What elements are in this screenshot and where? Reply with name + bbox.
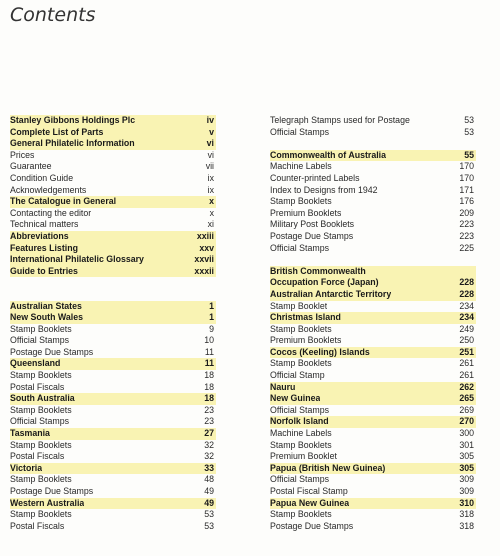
- toc-entry-stamp-booklets[interactable]: [10, 474, 216, 486]
- toc-heading-western-australia[interactable]: [10, 498, 216, 510]
- toc-heading-cocos-keeling-islands[interactable]: [270, 347, 476, 359]
- toc-left-column: [10, 115, 216, 532]
- toc-entry-label: Premium Booklets: [270, 207, 342, 218]
- toc-heading-british-commonwealth[interactable]: [270, 266, 476, 278]
- toc-entry-counter-printed-labels[interactable]: [270, 173, 476, 185]
- toc-page-number: 249: [459, 323, 474, 334]
- toc-page-number: 251: [459, 346, 474, 357]
- toc-entry-official-stamps[interactable]: [270, 243, 476, 255]
- toc-entry-label: Stamp Booklets: [270, 509, 332, 520]
- toc-entry-label: Official Stamps: [270, 126, 329, 137]
- toc-heading-victoria[interactable]: [10, 463, 216, 475]
- toc-page-number: 10: [204, 335, 214, 346]
- toc-page-number: 234: [459, 312, 474, 323]
- toc-entry-label: British Commonwealth: [270, 265, 366, 276]
- toc-entry-postage-due-stamps[interactable]: [10, 347, 216, 359]
- toc-page-number: 170: [459, 172, 474, 183]
- toc-entry-label: Stamp Booklets: [10, 323, 72, 334]
- toc-entry-label: General Philatelic Information: [10, 138, 135, 149]
- toc-heading-norfolk-island[interactable]: [270, 416, 476, 428]
- toc-heading-the-catalogue-in-general[interactable]: [10, 196, 216, 208]
- toc-entry-label: Machine Labels: [270, 161, 332, 172]
- toc-page-number: 228: [459, 288, 474, 299]
- toc-entry-label: Papua New Guinea: [270, 497, 350, 508]
- toc-heading-features-listing[interactable]: [10, 243, 216, 255]
- toc-page-number: 1: [209, 312, 214, 323]
- toc-page-number: 309: [459, 474, 474, 485]
- toc-page-number: 261: [459, 370, 474, 381]
- toc-entry-label: Postal Fiscals: [10, 520, 65, 531]
- toc-entry-label: Stamp Booklets: [10, 404, 72, 415]
- toc-entry-label: Stamp Booklets: [270, 196, 332, 207]
- toc-entry-label: New Guinea: [270, 393, 321, 404]
- toc-entry-premium-booklet[interactable]: [270, 451, 476, 463]
- toc-heading-papua-new-guinea[interactable]: [270, 498, 476, 510]
- toc-entry-label: Official Stamps: [270, 474, 329, 485]
- toc-page-number: 310: [459, 497, 474, 508]
- toc-page-number: 32: [204, 451, 214, 462]
- toc-heading-commonwealth-of-australia[interactable]: [270, 150, 476, 162]
- toc-entry-label: Victoria: [10, 462, 43, 473]
- toc-entry-label: Technical matters: [10, 219, 79, 230]
- toc-heading-stanley-gibbons-holdings-plc[interactable]: [10, 115, 216, 127]
- toc-page-number: 53: [464, 126, 474, 137]
- toc-page-number: xxv: [199, 242, 214, 253]
- toc-entry-label: Postage Due Stamps: [270, 520, 354, 531]
- toc-entry-stamp-booklets[interactable]: [270, 440, 476, 452]
- toc-page-number: 176: [459, 196, 474, 207]
- toc-entry-label: Contacting the editor: [10, 207, 92, 218]
- toc-entry-label: Prices: [10, 149, 35, 160]
- toc-entry-label: Postage Due Stamps: [10, 346, 94, 357]
- toc-entry-label: Australian Antarctic Territory: [270, 288, 392, 299]
- toc-page-number: 265: [459, 393, 474, 404]
- toc-entry-label: Military Post Booklets: [270, 219, 355, 230]
- toc-entry-label: Official Stamps: [270, 404, 329, 415]
- toc-entry-machine-labels[interactable]: [270, 161, 476, 173]
- toc-entry-official-stamps[interactable]: [270, 474, 476, 486]
- toc-entry-label: Postal Fiscals: [10, 381, 65, 392]
- toc-entry-label: Features Listing: [10, 242, 78, 253]
- toc-entry-label: Australian States: [10, 300, 82, 311]
- toc-entry-label: Stamp Booklets: [10, 370, 72, 381]
- toc-entry-stamp-booklet[interactable]: [270, 301, 476, 313]
- toc-entry-label: Postage Due Stamps: [270, 230, 354, 241]
- toc-page-number: 55: [464, 149, 474, 160]
- toc-right-column: [270, 115, 476, 532]
- toc-entry-label: Condition Guide: [10, 172, 74, 183]
- toc-entry-postal-fiscal-stamp[interactable]: [270, 486, 476, 498]
- page-title: Contents: [10, 4, 96, 26]
- toc-heading-australian-antarctic-territory[interactable]: [270, 289, 476, 301]
- toc-entry-postage-due-stamps[interactable]: [270, 521, 476, 533]
- toc-page-number: vii: [205, 161, 214, 172]
- toc-entry-label: Machine Labels: [270, 428, 332, 439]
- toc-page-number: 309: [459, 486, 474, 496]
- toc-page-number: xxvii: [194, 254, 214, 265]
- toc-heading-new-guinea[interactable]: [270, 393, 476, 405]
- toc-entry-contacting-the-editor[interactable]: [10, 208, 216, 220]
- toc-page-number: 33: [204, 462, 214, 473]
- toc-page-number: 1: [209, 300, 214, 311]
- toc-entry-label: Abbreviations: [10, 230, 69, 241]
- toc-entry-military-post-booklets[interactable]: [270, 219, 476, 231]
- toc-entry-premium-booklets[interactable]: [270, 208, 476, 220]
- toc-spacer: [270, 254, 476, 266]
- toc-entry-telegraph-stamps-used-for-postage[interactable]: [270, 115, 476, 127]
- toc-entry-official-stamps[interactable]: [10, 335, 216, 347]
- toc-heading-new-south-wales[interactable]: [10, 312, 216, 324]
- toc-entry-label: Official Stamp: [270, 370, 325, 381]
- toc-page-number: 170: [459, 161, 474, 172]
- toc-entry-guarantee[interactable]: [10, 161, 216, 173]
- toc-entry-label: Stamp Booklets: [10, 509, 72, 520]
- toc-page-number: 23: [204, 416, 214, 427]
- toc-heading-australian-states[interactable]: [10, 301, 216, 313]
- toc-page-number: ix: [207, 184, 214, 195]
- toc-entry-stamp-booklets[interactable]: [270, 358, 476, 370]
- toc-entry-label: Stamp Booklets: [10, 474, 72, 485]
- toc-entry-label: Index to Designs from 1942: [270, 184, 378, 195]
- toc-entry-label: The Catalogue in General: [10, 196, 117, 207]
- toc-entry-label: Official Stamps: [270, 242, 329, 253]
- toc-entry-machine-labels[interactable]: [270, 428, 476, 440]
- toc-page-number: 305: [459, 462, 474, 473]
- toc-entry-official-stamps[interactable]: [10, 416, 216, 428]
- toc-entry-prices[interactable]: [10, 150, 216, 162]
- toc-entry-label: South Australia: [10, 393, 75, 404]
- toc-entry-label: Official Stamps: [10, 416, 69, 427]
- toc-spacer: [10, 289, 216, 301]
- toc-page-number: 49: [204, 497, 214, 508]
- toc-entry-postal-fiscals[interactable]: [10, 521, 216, 533]
- toc-page-number: 18: [204, 370, 214, 381]
- toc-page-number: 223: [459, 230, 474, 241]
- toc-entry-condition-guide[interactable]: [10, 173, 216, 185]
- toc-entry-label: Official Stamps: [10, 335, 69, 346]
- toc-entry-label: Christmas Island: [270, 312, 341, 323]
- toc-entry-postage-due-stamps[interactable]: [10, 486, 216, 498]
- toc-page-number: 49: [204, 486, 214, 496]
- toc-page-number: v: [209, 126, 214, 137]
- toc-page-number: 171: [459, 184, 474, 195]
- toc-entry-label: Counter-printed Labels: [270, 172, 360, 183]
- toc-page-number: 318: [459, 509, 474, 520]
- toc-heading-international-philatelic-glossary[interactable]: [10, 254, 216, 266]
- toc-entry-label: Queensland: [10, 358, 61, 369]
- toc-heading-guide-to-entries[interactable]: [10, 266, 216, 278]
- toc-heading-occupation-force-japan[interactable]: [270, 277, 476, 289]
- toc-entry-label: Premium Booklets: [270, 335, 342, 346]
- toc-entry-label: Cocos (Keeling) Islands: [270, 346, 370, 357]
- toc-page-number: 261: [459, 358, 474, 369]
- toc-entry-stamp-booklets[interactable]: [10, 370, 216, 382]
- toc-page-number: xxxii: [194, 265, 214, 276]
- toc-entry-stamp-booklets[interactable]: [270, 324, 476, 336]
- toc-page-number: 305: [459, 451, 474, 462]
- toc-page-number: 300: [459, 428, 474, 439]
- toc-heading-complete-list-of-parts[interactable]: [10, 127, 216, 139]
- toc-entry-label: Premium Booklet: [270, 451, 337, 462]
- toc-entry-label: Norfolk Island: [270, 416, 329, 427]
- toc-entry-label: Stanley Gibbons Holdings Plc: [10, 115, 136, 125]
- toc-entry-label: Commonwealth of Australia: [270, 149, 387, 160]
- toc-page-number: 27: [204, 428, 214, 439]
- toc-spacer: [270, 138, 476, 150]
- toc-page-number: 269: [459, 404, 474, 415]
- toc-entry-label: Acknowledgements: [10, 184, 87, 195]
- toc-page-number: xi: [207, 219, 214, 230]
- toc-entry-postal-fiscals[interactable]: [10, 451, 216, 463]
- toc-entry-label: Postal Fiscal Stamp: [270, 486, 348, 496]
- toc-entry-label: Guarantee: [10, 161, 52, 172]
- toc-page-number: 18: [204, 381, 214, 392]
- toc-entry-label: Stamp Booklets: [270, 323, 332, 334]
- toc-entry-official-stamps[interactable]: [270, 127, 476, 139]
- toc-entry-stamp-booklets[interactable]: [270, 196, 476, 208]
- toc-entry-acknowledgements[interactable]: [10, 185, 216, 197]
- toc-entry-label: Stamp Booklets: [270, 358, 332, 369]
- toc-page-number: ix: [207, 172, 214, 183]
- toc-page-number: 209: [459, 207, 474, 218]
- toc-entry-label: Telegraph Stamps used for Postage: [270, 115, 410, 125]
- toc-entry-postage-due-stamps[interactable]: [270, 231, 476, 243]
- toc-heading-christmas-island[interactable]: [270, 312, 476, 324]
- toc-entry-stamp-booklets[interactable]: [270, 509, 476, 521]
- toc-page-number: vi: [207, 149, 214, 160]
- toc-page-number: 318: [459, 520, 474, 531]
- toc-entry-technical-matters[interactable]: [10, 219, 216, 231]
- toc-entry-index-to-designs-from-1942[interactable]: [270, 185, 476, 197]
- toc-entry-label: Papua (British New Guinea): [270, 462, 386, 473]
- toc-page-number: 53: [464, 115, 474, 125]
- toc-spacer: [10, 277, 216, 289]
- toc-entry-label: International Philatelic Glossary: [10, 254, 144, 265]
- toc-entry-postal-fiscals[interactable]: [10, 382, 216, 394]
- toc-page-number: 262: [459, 381, 474, 392]
- toc-entry-official-stamp[interactable]: [270, 370, 476, 382]
- toc-entry-label: Stamp Booklet: [270, 300, 328, 311]
- toc-page-number: iv: [206, 115, 214, 125]
- toc-page-number: 225: [459, 242, 474, 253]
- toc-entry-label: Tasmania: [10, 428, 50, 439]
- toc-page-number: 23: [204, 404, 214, 415]
- toc-page-number: 11: [204, 358, 214, 369]
- toc-page-number: 250: [459, 335, 474, 346]
- toc-page-number: 9: [209, 323, 214, 334]
- toc-entry-label: Postal Fiscals: [10, 451, 65, 462]
- toc-heading-tasmania[interactable]: [10, 428, 216, 440]
- toc-heading-papua-british-new-guinea[interactable]: [270, 463, 476, 475]
- toc-entry-label: New South Wales: [10, 312, 83, 323]
- toc-entry-stamp-booklets[interactable]: [10, 440, 216, 452]
- toc-entry-label: Stamp Booklets: [270, 439, 332, 450]
- toc-page-number: 53: [204, 520, 214, 531]
- toc-page-number: x: [209, 207, 214, 218]
- toc-page-number: 228: [459, 277, 474, 288]
- toc-page-number: xxiii: [196, 230, 214, 241]
- toc-entry-label: Complete List of Parts: [10, 126, 104, 137]
- toc-entry-label: Postage Due Stamps: [10, 486, 94, 496]
- toc-entry-stamp-booklets[interactable]: [10, 324, 216, 336]
- toc-page-number: 11: [204, 346, 214, 357]
- toc-heading-nauru[interactable]: [270, 382, 476, 394]
- toc-entry-label: Stamp Booklets: [10, 439, 72, 450]
- toc-page-number: 301: [459, 439, 474, 450]
- toc-entry-label: Guide to Entries: [10, 265, 78, 276]
- toc-entry-label: Western Australia: [10, 497, 85, 508]
- toc-page-number: 53: [204, 509, 214, 520]
- toc-heading-queensland[interactable]: [10, 358, 216, 370]
- toc-page-number: 223: [459, 219, 474, 230]
- toc-page-number: vi: [206, 138, 214, 149]
- toc-entry-label: Nauru: [270, 381, 296, 392]
- toc-page-number: x: [209, 196, 214, 207]
- toc-page-number: 32: [204, 439, 214, 450]
- toc-entry-label: Occupation Force (Japan): [270, 277, 379, 288]
- toc-entry-stamp-booklets[interactable]: [10, 405, 216, 417]
- toc-entry-premium-booklets[interactable]: [270, 335, 476, 347]
- toc-page-number: 270: [459, 416, 474, 427]
- toc-heading-general-philatelic-information[interactable]: [10, 138, 216, 150]
- toc-page-number: 48: [204, 474, 214, 485]
- toc-entry-official-stamps[interactable]: [270, 405, 476, 417]
- toc-page-number: 18: [204, 393, 214, 404]
- toc-entry-stamp-booklets[interactable]: [10, 509, 216, 521]
- toc-page-number: 234: [459, 300, 474, 311]
- toc-heading-south-australia[interactable]: [10, 393, 216, 405]
- toc-heading-abbreviations[interactable]: [10, 231, 216, 243]
